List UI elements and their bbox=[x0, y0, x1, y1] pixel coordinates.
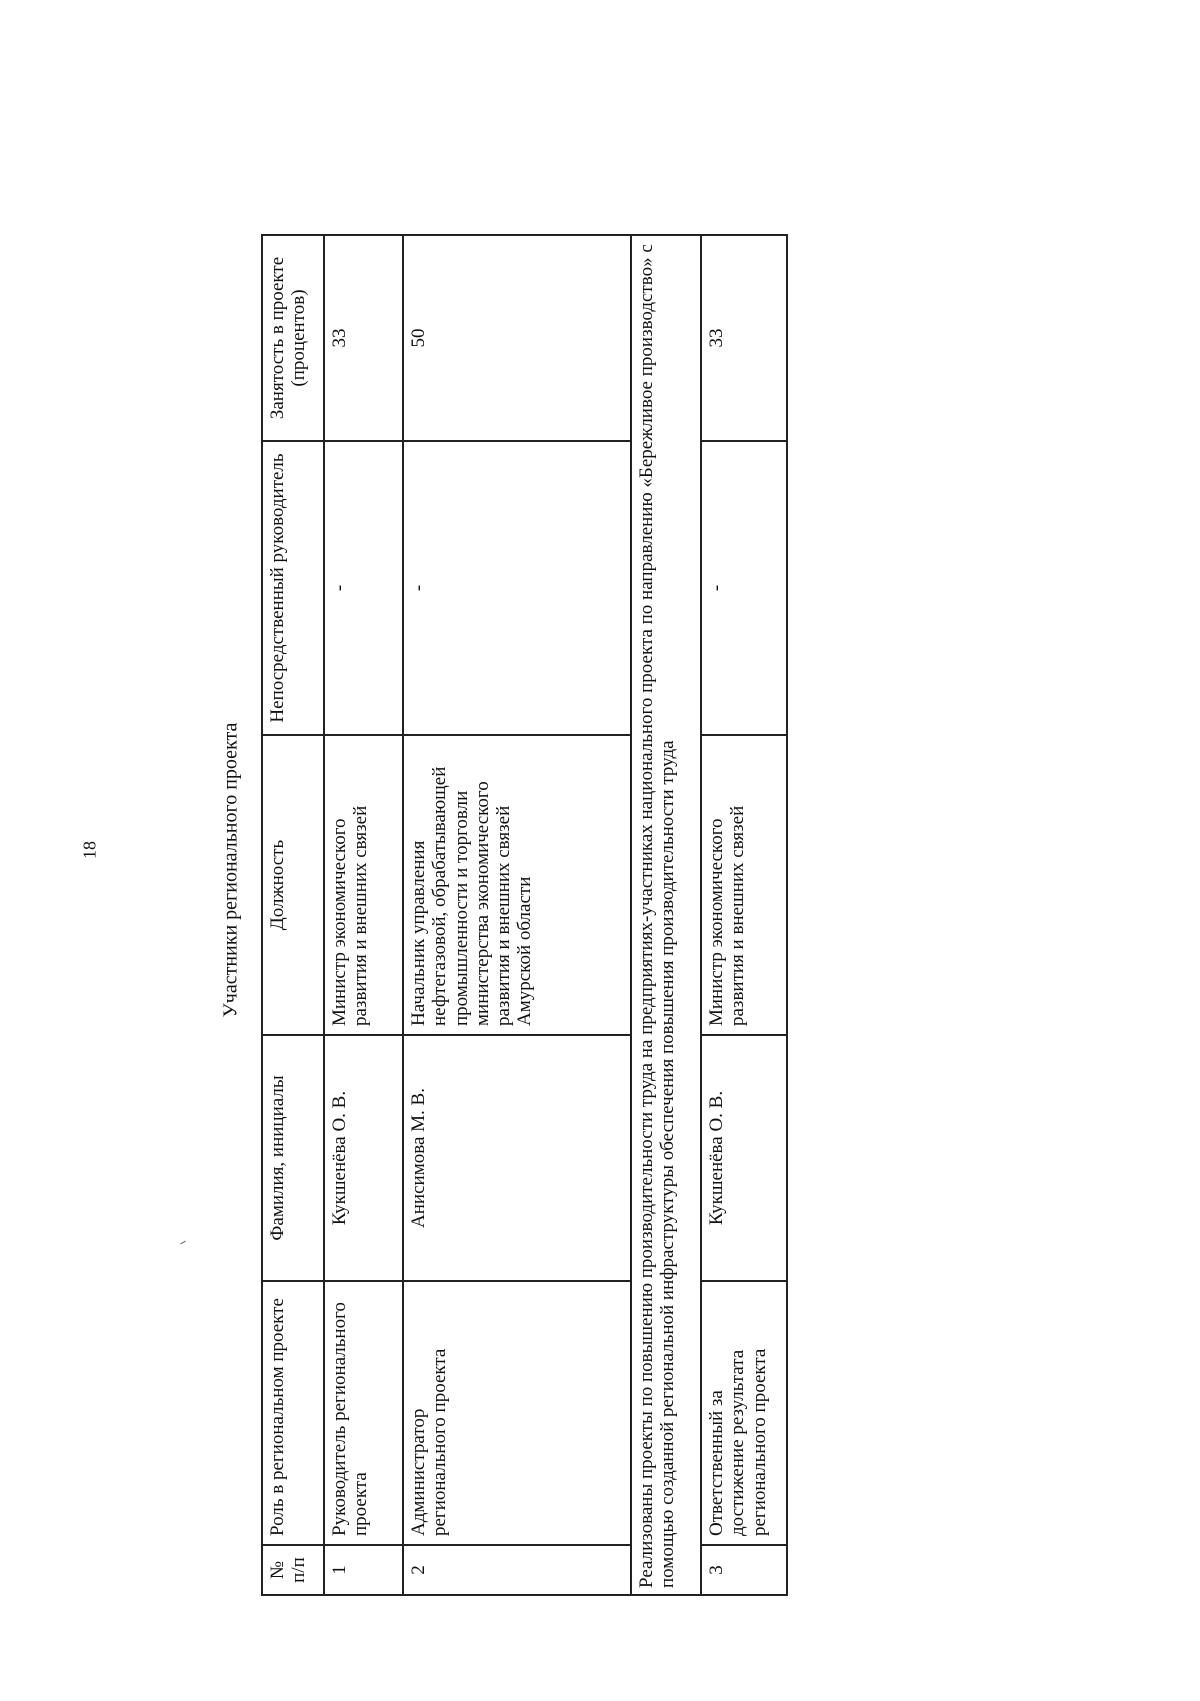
row-role: Ответственный за достижение результата регионального проекта bbox=[701, 1281, 787, 1545]
row-num: 1 bbox=[324, 1545, 403, 1595]
header-supervisor: Непосредственный руководитель bbox=[262, 441, 324, 735]
participants-table bbox=[261, 234, 788, 1596]
row-role: Руководитель регионального проекта bbox=[324, 1281, 403, 1545]
row-name: Кукшенёва О. В. bbox=[701, 1035, 787, 1281]
row-employment: 50 bbox=[403, 235, 631, 441]
row-position: Министр экономического развития и внешних связей bbox=[701, 735, 787, 1035]
row-role: Администратор регионального проекта bbox=[403, 1281, 631, 1545]
row-supervisor: - bbox=[324, 441, 403, 735]
participants-sheet bbox=[261, 236, 787, 1596]
page-title: Участники регионального проекта bbox=[219, 722, 242, 1018]
scan-mark bbox=[180, 1241, 186, 1245]
section-text: Реализованы проекты по повышению производительности труда на предприятиях-участниках национального проекта по направлению «Бережливое производство» с помощью созданной региональной инфраструктуры обеспечения повышения производительности труда bbox=[631, 235, 701, 1595]
row-employment: 33 bbox=[324, 235, 403, 441]
header-num: № п/п bbox=[262, 1545, 324, 1595]
table-row bbox=[324, 235, 403, 1595]
header-role: Роль в региональном проекте bbox=[262, 1281, 324, 1545]
row-position: Начальник управления нефтегазовой, обрабатывающей промышленности и торговли министерства экономического развития и внешних связей Амурской области bbox=[403, 735, 631, 1035]
row-name: Анисимова М. В. bbox=[403, 1035, 631, 1281]
page-number: 18 bbox=[79, 841, 100, 859]
row-employment: 33 bbox=[701, 235, 787, 441]
header-position: Должность bbox=[262, 735, 324, 1035]
row-num: 2 bbox=[403, 1545, 631, 1595]
section-row bbox=[631, 235, 701, 1595]
row-supervisor: - bbox=[403, 441, 631, 735]
table-row bbox=[701, 235, 787, 1595]
row-name: Кукшенёва О. В. bbox=[324, 1035, 403, 1281]
row-supervisor: - bbox=[701, 441, 787, 735]
row-num: 3 bbox=[701, 1545, 787, 1595]
header-name: Фамилия, инициалы bbox=[262, 1035, 324, 1281]
header-employment: Занятость в проекте (процентов) bbox=[262, 235, 324, 441]
row-position: Министр экономического развития и внешних связей bbox=[324, 735, 403, 1035]
table-row bbox=[403, 235, 631, 1595]
table-header-row bbox=[262, 235, 324, 1595]
